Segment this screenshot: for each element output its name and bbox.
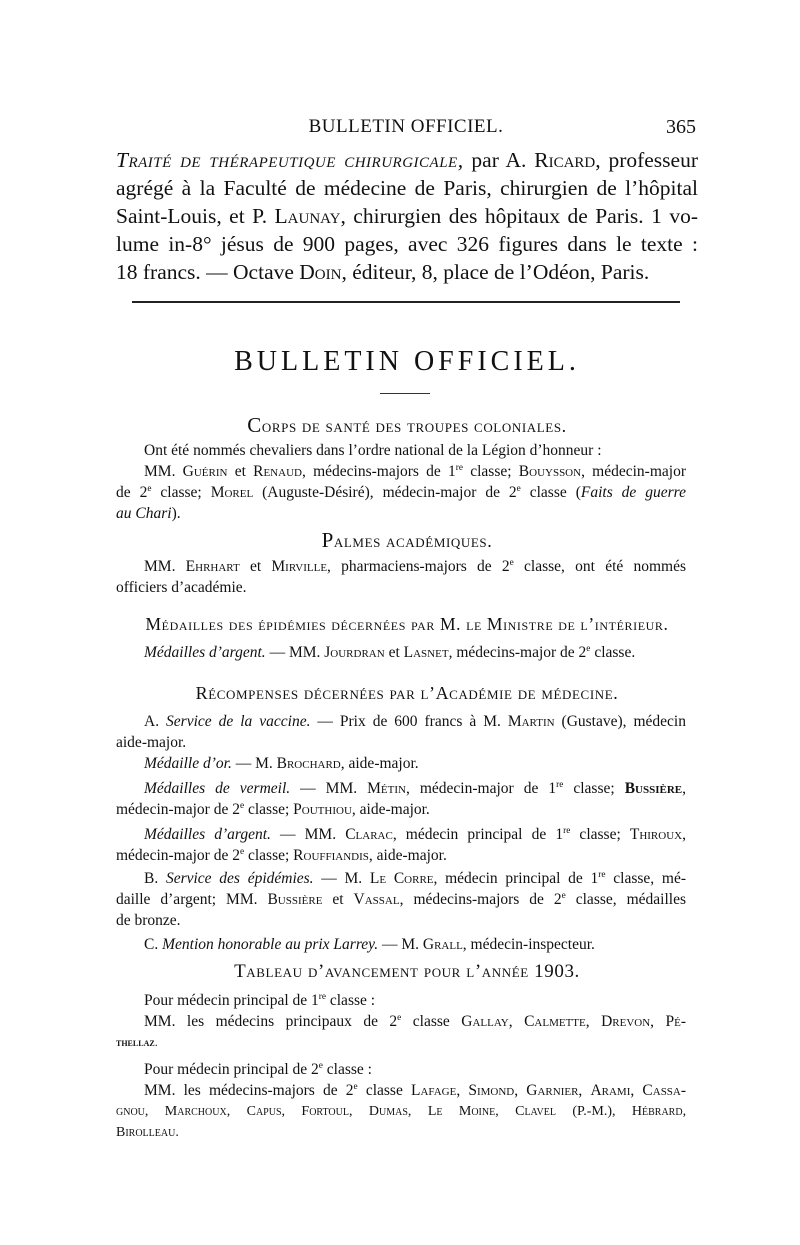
- text: , médecin principal de 1: [433, 870, 599, 887]
- text: — MM.: [290, 780, 368, 797]
- text: , chirurgien des hôpitaux de Paris. 1 vo-: [340, 204, 698, 228]
- text: — MM.: [270, 826, 346, 843]
- text-line: [116, 711, 686, 732]
- paragraph-recompenses: [116, 711, 686, 955]
- text: ,: [456, 1082, 469, 1099]
- italic-text: Mention honorable au prix Larrey.: [162, 936, 379, 953]
- text-line: [116, 753, 686, 774]
- author-name: Ricard: [534, 148, 596, 172]
- person-name: Morel: [210, 484, 254, 501]
- person-name: Garnier: [526, 1082, 579, 1099]
- person-name: Renaud: [253, 463, 302, 480]
- publisher-name: Doin: [299, 260, 342, 284]
- text: classe;: [563, 780, 625, 797]
- text: daille d’argent; MM.: [116, 891, 268, 908]
- person-name: Clarac: [345, 826, 393, 843]
- heading-text: almes académiques.: [333, 531, 493, 551]
- person-name: Hébrard: [631, 1104, 683, 1119]
- text: classe: [401, 1013, 462, 1030]
- person-name: Jourdran: [324, 644, 385, 661]
- book-entry-line: [116, 146, 698, 174]
- text: ,: [226, 1104, 247, 1119]
- text: ,: [144, 1104, 165, 1119]
- italic-text: Service des épidémies.: [165, 870, 314, 887]
- person-name: Guérin: [182, 463, 228, 480]
- text: , médecins-majors de 2: [399, 891, 562, 908]
- person-name: Rouffiandis: [293, 847, 369, 864]
- text: ,: [630, 1082, 643, 1099]
- text-line: officiers d’académie.: [116, 579, 247, 596]
- text: ,: [650, 1013, 666, 1030]
- person-name: Gallay: [461, 1013, 509, 1030]
- text: et: [227, 463, 254, 480]
- text: ,: [407, 1104, 428, 1119]
- text: classe, mé-: [605, 870, 686, 887]
- author-name: Launay: [274, 204, 341, 228]
- superscript: e: [586, 643, 591, 654]
- person-name: Bouysson: [518, 463, 582, 480]
- text-line: de bronze.: [116, 912, 181, 929]
- text: MM.: [144, 463, 183, 480]
- text-line: [116, 934, 686, 955]
- text: MM. les médecins principaux de 2: [144, 1013, 398, 1030]
- text: ,: [281, 1104, 302, 1119]
- book-entry-line: lume in-8° jésus de 900 pages, avec 326 figures dans le texte :: [116, 232, 698, 256]
- person-name: Drevon: [601, 1013, 651, 1030]
- italic-text: Médailles d’argent.: [144, 826, 271, 843]
- text: par A.: [463, 148, 535, 172]
- text-line: [116, 1080, 686, 1101]
- book-title: Traité de thérapeutique chirurgicale,: [116, 148, 464, 172]
- text-line: [116, 799, 686, 820]
- section-heading-palmes: [116, 528, 698, 553]
- text: ,: [682, 826, 686, 843]
- text: ,: [348, 1104, 369, 1119]
- text: — MM.: [265, 644, 325, 661]
- section-heading-tableau: Tableau d’avancement pour l’année 1903.: [234, 961, 580, 982]
- text: , médecin-inspecteur.: [462, 936, 595, 953]
- text-line: [116, 824, 686, 845]
- person-name: Capus: [246, 1104, 282, 1119]
- text: , médecin principal de 1: [392, 826, 564, 843]
- text: C.: [144, 936, 163, 953]
- italic-text: Service de la vaccine.: [166, 713, 311, 730]
- page-number: 365: [666, 116, 696, 138]
- text: classe, ont été nommés: [513, 558, 687, 575]
- person-name: Arami: [590, 1082, 631, 1099]
- text: — M.: [313, 870, 370, 887]
- text: ).: [171, 505, 181, 522]
- main-title: BULLETIN OFFICIEL.: [234, 346, 580, 377]
- text: 18 francs. — Octave: [116, 260, 300, 284]
- text: B.: [144, 870, 166, 887]
- text: ,: [508, 1013, 525, 1030]
- running-header: [116, 116, 696, 140]
- italic-text: Médaille d’or.: [144, 755, 232, 772]
- horizontal-divider: [132, 301, 680, 303]
- superscript: e: [239, 800, 245, 811]
- text: , médecins-majors de 1: [301, 463, 456, 480]
- text: ,: [514, 1082, 527, 1099]
- superscript: e: [516, 483, 521, 494]
- person-name: Vassal: [353, 891, 400, 908]
- person-name: gnou: [116, 1104, 145, 1119]
- text: MM.: [144, 558, 186, 575]
- superscript: e: [509, 557, 514, 568]
- text: et: [239, 558, 272, 575]
- text: médecin-major de 2: [116, 847, 240, 864]
- superscript: e: [397, 1012, 402, 1023]
- text-line: [116, 1101, 686, 1122]
- italic-text: Médailles d’argent.: [144, 644, 266, 661]
- person-name: Bussière: [624, 780, 683, 797]
- text-line: [116, 642, 686, 663]
- text: classe;: [151, 484, 211, 501]
- text: — M.: [378, 936, 423, 953]
- book-entry-line: [116, 202, 698, 230]
- text: , professeur: [595, 148, 698, 172]
- superscript: re: [455, 462, 464, 473]
- text: Pour médecin principal de 2: [144, 1061, 319, 1078]
- text: , aide-major.: [351, 801, 430, 818]
- text: , aide-major.: [340, 755, 419, 772]
- text: de 2: [116, 484, 148, 501]
- text: — Prix de 600 francs à M.: [310, 713, 508, 730]
- text: MM. les médecins-majors de 2: [144, 1082, 354, 1099]
- person-name: thellaz: [116, 1035, 155, 1049]
- text: ,: [495, 1104, 516, 1119]
- text: classe;: [244, 801, 294, 818]
- text: classe :: [322, 1061, 372, 1078]
- person-name: Dumas: [368, 1104, 408, 1119]
- text: ,: [682, 780, 686, 797]
- person-name: Lasnet: [403, 644, 449, 661]
- text-line: [116, 889, 686, 910]
- person-name: Fortoul: [301, 1104, 349, 1119]
- book-entry-line: agrégé à la Faculté de médecine de Paris, chirurgien de l’hôpital: [116, 176, 698, 200]
- superscript: e: [561, 890, 566, 901]
- text: classe;: [244, 847, 294, 864]
- person-name: Le Corre: [369, 870, 434, 887]
- text: , pharmaciens-majors de 2: [327, 558, 510, 575]
- italic-text: Médailles de vermeil.: [144, 780, 291, 797]
- superscript: e: [239, 846, 245, 857]
- text: classe;: [463, 463, 519, 480]
- text-line: Ont été nommés chevaliers dans l’ordre national de la Légion d’honneur :: [144, 442, 602, 459]
- text: ,: [682, 1104, 687, 1119]
- paragraph-palmes: [116, 556, 686, 598]
- section-heading-medailles: Médailles des épidémies décernées par M. le Ministre de l’intérieur.: [145, 614, 669, 634]
- heading-text: orps de santé des troupes coloniales.: [261, 416, 567, 436]
- text-line: [116, 1032, 686, 1053]
- text: .: [175, 1125, 179, 1140]
- text-line: aide-major.: [116, 734, 187, 751]
- text: et: [322, 891, 354, 908]
- paragraph-corps: [116, 440, 686, 524]
- text-line: [116, 1011, 686, 1032]
- superscript: re: [318, 991, 326, 1002]
- person-name: Calmette: [524, 1013, 586, 1030]
- superscript: e: [318, 1060, 323, 1071]
- heading-initial: P: [321, 528, 334, 552]
- text-line: [116, 990, 686, 1011]
- superscript: re: [563, 825, 571, 836]
- text: , médecins-major de 2: [448, 644, 587, 661]
- text-line: [116, 482, 686, 503]
- text: , médecin-major: [581, 463, 686, 480]
- person-name: Métin: [367, 780, 406, 797]
- text: — M.: [231, 755, 277, 772]
- person-name: Martin: [507, 713, 555, 730]
- italic-text: au Chari: [116, 505, 172, 522]
- text: Saint-Louis, et P.: [116, 204, 275, 228]
- book-entry-line: [116, 258, 698, 286]
- person-name: Marchoux: [164, 1104, 227, 1119]
- text: et: [384, 644, 404, 661]
- book-review-entry: [116, 146, 698, 286]
- text: classe :: [326, 992, 376, 1009]
- section-heading-recompenses: Récompenses décernées par l’Académie de médecine.: [195, 683, 619, 703]
- text-line: [116, 1122, 686, 1143]
- text-line: [116, 845, 686, 866]
- person-name: Birolleau: [116, 1125, 176, 1140]
- heading-initial: C: [247, 413, 262, 437]
- person-name: Thiroux: [629, 826, 683, 843]
- text: classe: [357, 1082, 411, 1099]
- section-heading-corps: [116, 413, 698, 438]
- superscript: re: [556, 779, 564, 790]
- text: , médecin-major de 1: [405, 780, 557, 797]
- person-name: Le Moine: [427, 1104, 496, 1119]
- paragraph-medailles: [116, 642, 686, 663]
- text: , aide-major.: [368, 847, 447, 864]
- title-underline: [380, 393, 430, 394]
- paragraph-tableau: [116, 990, 686, 1143]
- text: Pour médecin principal de 1: [144, 992, 319, 1009]
- text-line: [116, 503, 686, 524]
- text: .: [154, 1035, 158, 1049]
- person-name: Simond: [468, 1082, 515, 1099]
- person-name: Bussière: [267, 891, 323, 908]
- text: classe (: [520, 484, 581, 501]
- text: ,: [578, 1082, 591, 1099]
- person-name: Pé-: [665, 1013, 687, 1030]
- text: (Auguste-Désiré), médecin-major de 2: [253, 484, 517, 501]
- running-title: BULLETIN OFFICIEL.: [308, 116, 504, 137]
- text: médecin-major de 2: [116, 801, 240, 818]
- person-name: Lafage: [410, 1082, 457, 1099]
- text-line: [116, 461, 686, 482]
- superscript: re: [598, 869, 606, 880]
- person-name: Clavel: [515, 1104, 556, 1119]
- text: classe;: [570, 826, 630, 843]
- text: , éditeur, 8, place de l’Odéon, Paris.: [341, 260, 650, 284]
- text: classe, médailles: [565, 891, 686, 908]
- text: ,: [585, 1013, 602, 1030]
- person-name: Grall: [422, 936, 463, 953]
- text-line: [116, 868, 686, 889]
- person-name: Ehrhart: [185, 558, 240, 575]
- text: classe.: [590, 644, 636, 661]
- italic-text: Faits de guerre: [580, 484, 686, 501]
- person-name: Brochard: [276, 755, 341, 772]
- text-line: [116, 556, 686, 577]
- text: (P.-M.),: [555, 1104, 632, 1119]
- person-name: Mirville: [271, 558, 328, 575]
- superscript: e: [353, 1081, 358, 1092]
- person-name: Pouthiou: [293, 801, 352, 818]
- text-line: [116, 1059, 686, 1080]
- superscript: e: [147, 483, 152, 494]
- person-name: Cassa-: [642, 1082, 687, 1099]
- text-line: [116, 778, 686, 799]
- text: A.: [144, 713, 167, 730]
- text: (Gustave), médecin: [554, 713, 686, 730]
